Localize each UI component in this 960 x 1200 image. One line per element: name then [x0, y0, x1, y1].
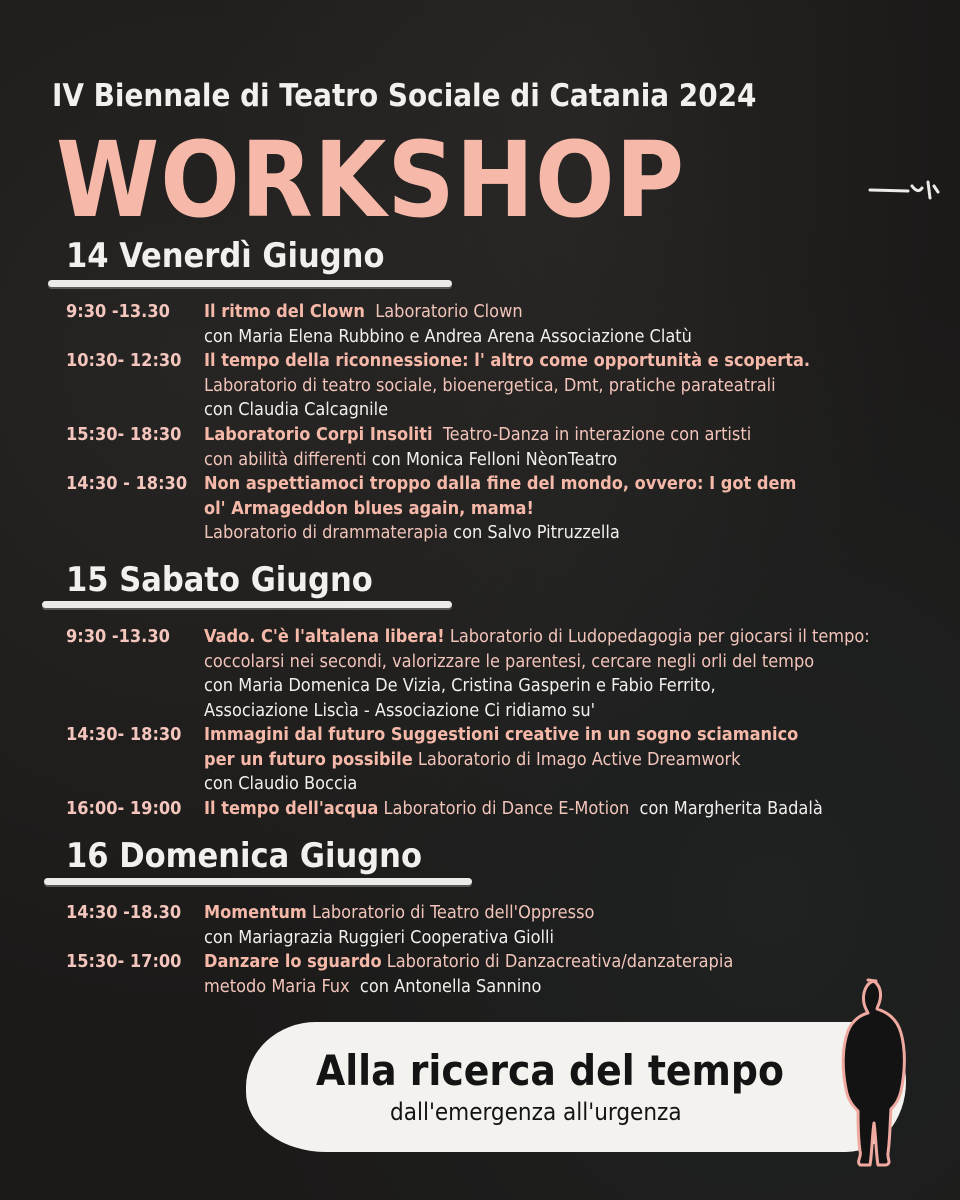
event-time: 9:30 -13.30: [66, 301, 170, 322]
event-description: Laboratorio Clown: [375, 301, 523, 322]
event-hosts: con Margherita Badalà: [639, 798, 823, 819]
scribble-mark: [868, 176, 948, 206]
event-description-cont: con abilità differenti: [204, 448, 367, 470]
event-name-cont: per un futuro possibile: [204, 748, 413, 770]
event-description: Laboratorio di Ludopedagogia per giocarsi il tempo:: [449, 626, 870, 647]
event-description: Laboratorio di drammaterapia: [204, 522, 449, 543]
event-hosts: con Salvo Pitruzzella: [453, 522, 620, 543]
event-name: Immagini dal futuro Suggestioni creative in un sogno sciamanico: [204, 724, 799, 745]
event-time: 9:30 -13.30: [66, 626, 170, 647]
event-name: Vado. C'è l'altalena libera!: [204, 626, 445, 647]
event-time: 14:30 -18.30: [66, 902, 182, 923]
event-time: 10:30- 12:30: [66, 350, 182, 371]
event-description: Laboratorio di Imago Active Dreamwork: [417, 748, 741, 770]
event-hosts: con Monica Felloni NèonTeatro: [371, 448, 618, 470]
event-time: 16:00- 19:00: [66, 798, 182, 819]
page-title: WORKSHOP: [56, 119, 686, 241]
day-underline: [44, 878, 472, 885]
day-underline: [48, 280, 452, 287]
slogan-title: Alla ricerca del tempo: [316, 1046, 784, 1095]
day-heading-friday: 14 Venerdì Giugno: [66, 236, 385, 276]
event-time: 15:30- 18:30: [66, 424, 182, 445]
event-name: Laboratorio Corpi Insoliti: [204, 424, 433, 445]
event-name: Momentum: [204, 902, 307, 923]
event-hosts: con Mariagrazia Ruggieri Cooperativa Giolli: [204, 926, 555, 948]
event-hosts: con Claudio Boccia: [204, 773, 358, 794]
event-name: Il ritmo del Clown: [204, 301, 365, 322]
event-description: Laboratorio di Danzacreativa/danzaterapia: [386, 951, 734, 972]
event-description: Laboratorio di Dance E-Motion: [383, 798, 630, 819]
event-name: Il tempo della riconnessione: l' altro come opportunità e scoperta.: [204, 350, 811, 371]
day-underline: [42, 601, 452, 608]
person-silhouette-icon: [826, 976, 912, 1172]
event-description: Teatro-Danza in interazione con artisti: [442, 424, 752, 445]
event-hosts: con Antonella Sannino: [359, 975, 542, 997]
event-associations: Associazione Liscìa - Associazione Ci ridiamo su': [204, 699, 596, 721]
slogan-subtitle: dall'emergenza all'urgenza: [390, 1098, 682, 1126]
event-time: 15:30- 17:00: [66, 951, 182, 972]
event-hosts: con Maria Elena Rubbino e Andrea Arena Associazione Clatù: [204, 325, 692, 347]
event-time: 14:30- 18:30: [66, 724, 182, 745]
event-name: Danzare lo sguardo: [204, 951, 382, 972]
event-description: Laboratorio di teatro sociale, bioenergetica, Dmt, pratiche parateatrali: [204, 374, 776, 396]
event-name-cont: ol' Armageddon blues again, mama!: [204, 497, 534, 519]
event-time: 14:30 - 18:30: [66, 473, 188, 494]
event-hosts: con Maria Domenica De Vizia, Cristina Gasperin e Fabio Ferrito,: [204, 675, 716, 696]
event-hosts: con Claudia Calcagnile: [204, 399, 389, 420]
event-description-cont: metodo Maria Fux: [204, 975, 350, 997]
event-description-cont: coccolarsi nei secondi, valorizzare le parentesi, cercare negli orli del tempo: [204, 650, 815, 672]
event-description: Laboratorio di Teatro dell'Oppresso: [311, 902, 595, 923]
day-heading-sunday: 16 Domenica Giugno: [66, 836, 422, 876]
event-name: Il tempo dell'acqua: [204, 798, 379, 819]
day-heading-saturday: 15 Sabato Giugno: [66, 560, 373, 600]
event-name: Non aspettiamoci troppo dalla fine del mondo, ovvero: I got dem: [204, 473, 797, 494]
event-subtitle: IV Biennale di Teatro Sociale di Catania 2024: [52, 78, 757, 114]
